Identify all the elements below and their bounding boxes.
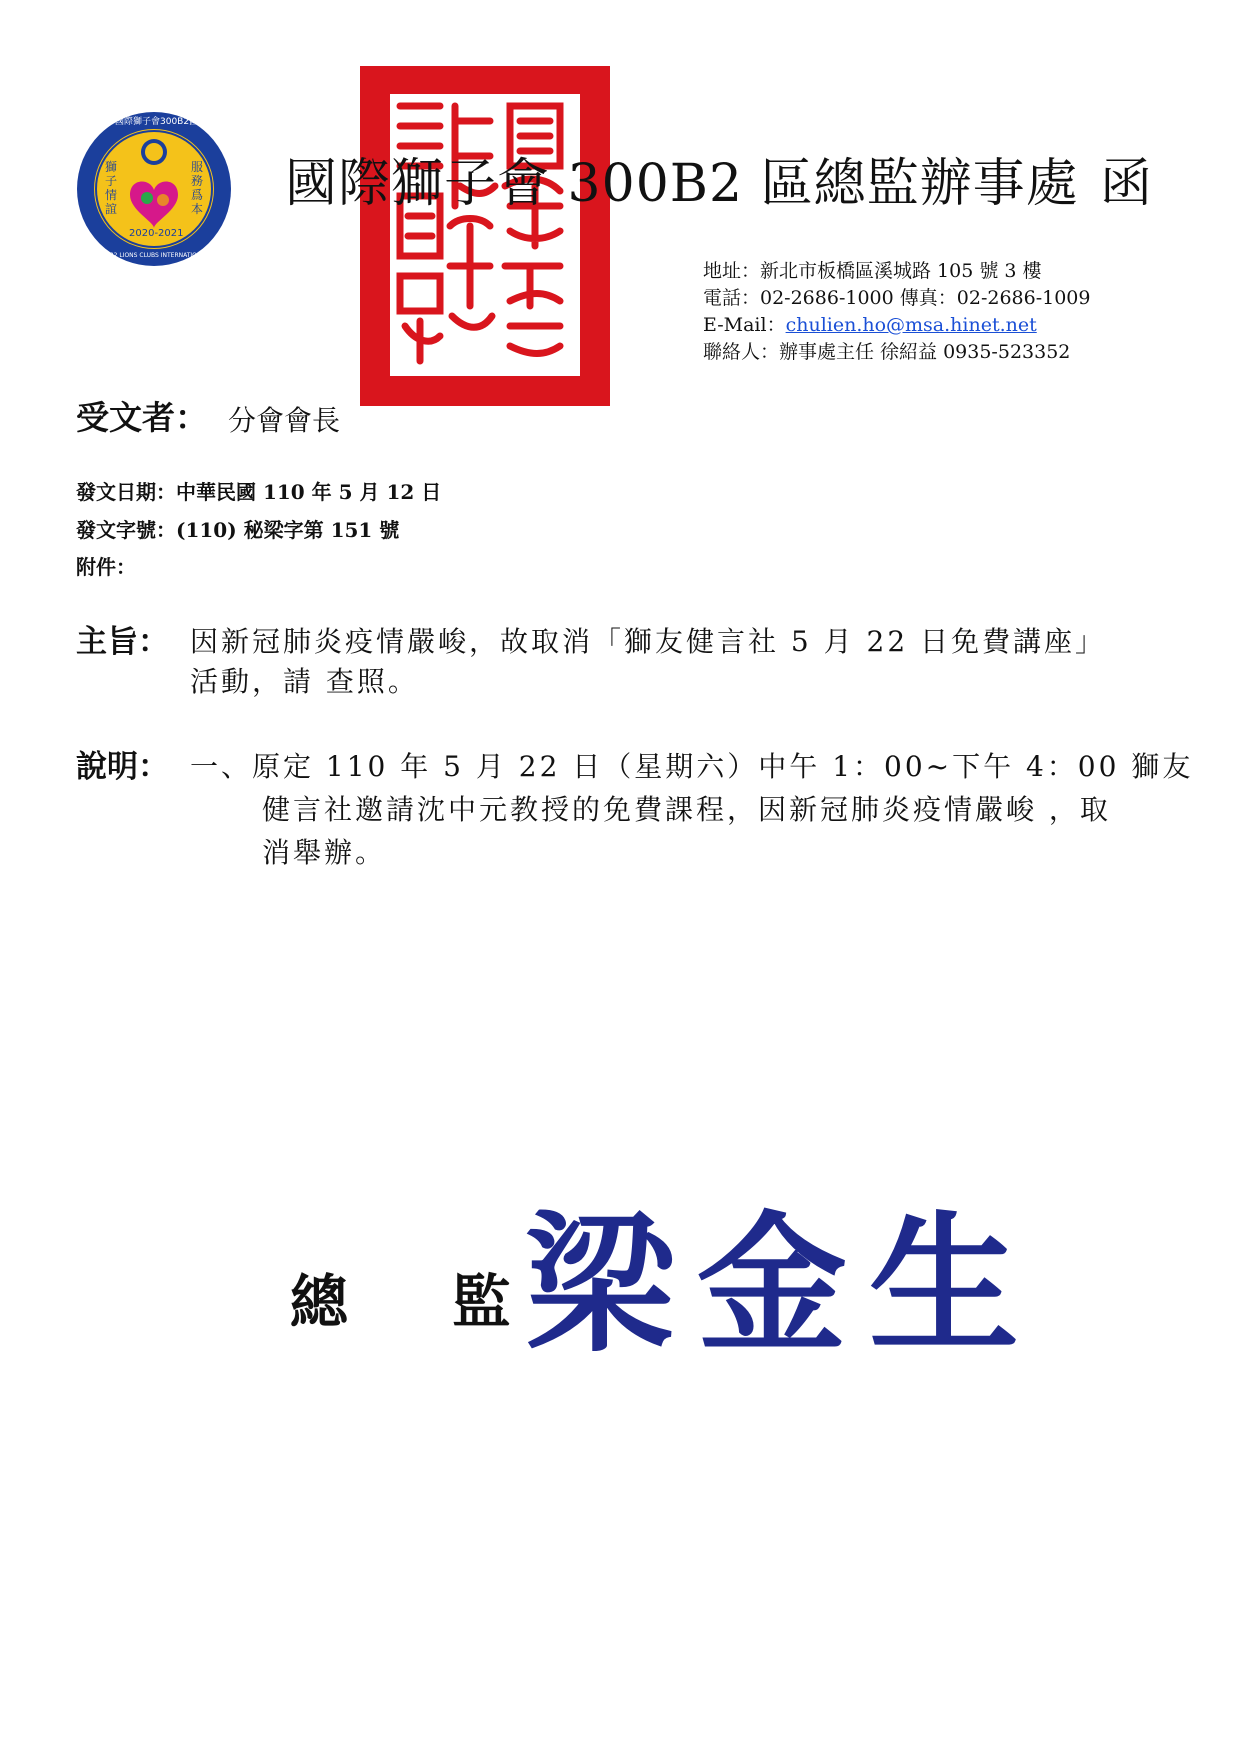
official-seal — [360, 66, 610, 406]
explanation-line-3: 消舉辦。 — [262, 836, 387, 869]
recipient-value: 分會會長 — [228, 404, 341, 437]
seal-stamp-icon — [360, 66, 610, 406]
contact-email-row — [703, 312, 1037, 338]
explanation-label: 說明： — [76, 749, 169, 785]
email-link[interactable]: chulien.ho@msa.hinet.net — [785, 314, 1037, 336]
explanation-line-1: 一、原定 110 年 5 月 22 日（星期六）中午 1：00~下午 4：00 獅友 — [190, 750, 1194, 783]
document-type: 函 — [1100, 154, 1153, 214]
subject-line-2: 活動，請 查照。 — [190, 665, 419, 698]
director-title: 總 監 — [290, 1268, 553, 1336]
lions-club-logo — [75, 110, 233, 268]
issue-date: 發文日期：中華民國 110 年 5 月 12 日 — [76, 480, 442, 504]
explanation-line-2: 健言社邀請沈中元教授的免費課程，因新冠肺炎疫情嚴峻 ，取 — [262, 793, 1111, 826]
document-number: 發文字號：(110) 秘梁字第 151 號 — [76, 518, 400, 542]
director-name: 梁金生 — [525, 1197, 1042, 1373]
lions-emblem-icon — [75, 110, 233, 268]
subject-label: 主旨： — [76, 624, 169, 660]
contact-person: 聯絡人：辦事處主任 徐紹益 0935-523352 — [703, 341, 1071, 363]
logo-ring-text: 國際獅子會300B2區 — [115, 117, 199, 127]
logo-side-right: 服務爲本 — [191, 160, 204, 216]
recipient-label: 受文者： — [76, 398, 208, 437]
contact-address: 地址：新北市板橋區溪城路 105 號 3 樓 — [703, 260, 1042, 282]
organization-title: 國際獅子會 300B2 區總監辦事處 — [285, 154, 1079, 214]
email-label: E-Mail： — [703, 314, 786, 336]
logo-years: 2020-2021 — [129, 228, 184, 239]
contact-phone: 電話：02-2686-1000 傳真：02-2686-1009 — [703, 287, 1091, 309]
logo-side-left: 獅子情誼 — [105, 160, 118, 216]
attachment-label: 附件： — [76, 555, 136, 579]
subject-line-1: 因新冠肺炎疫情嚴峻，故取消「獅友健言社 5 月 22 日免費講座」 — [190, 625, 1107, 658]
logo-ring-text-en: DIST.300B2 LIONS CLUBS INTERNATIONAL — [83, 252, 209, 259]
